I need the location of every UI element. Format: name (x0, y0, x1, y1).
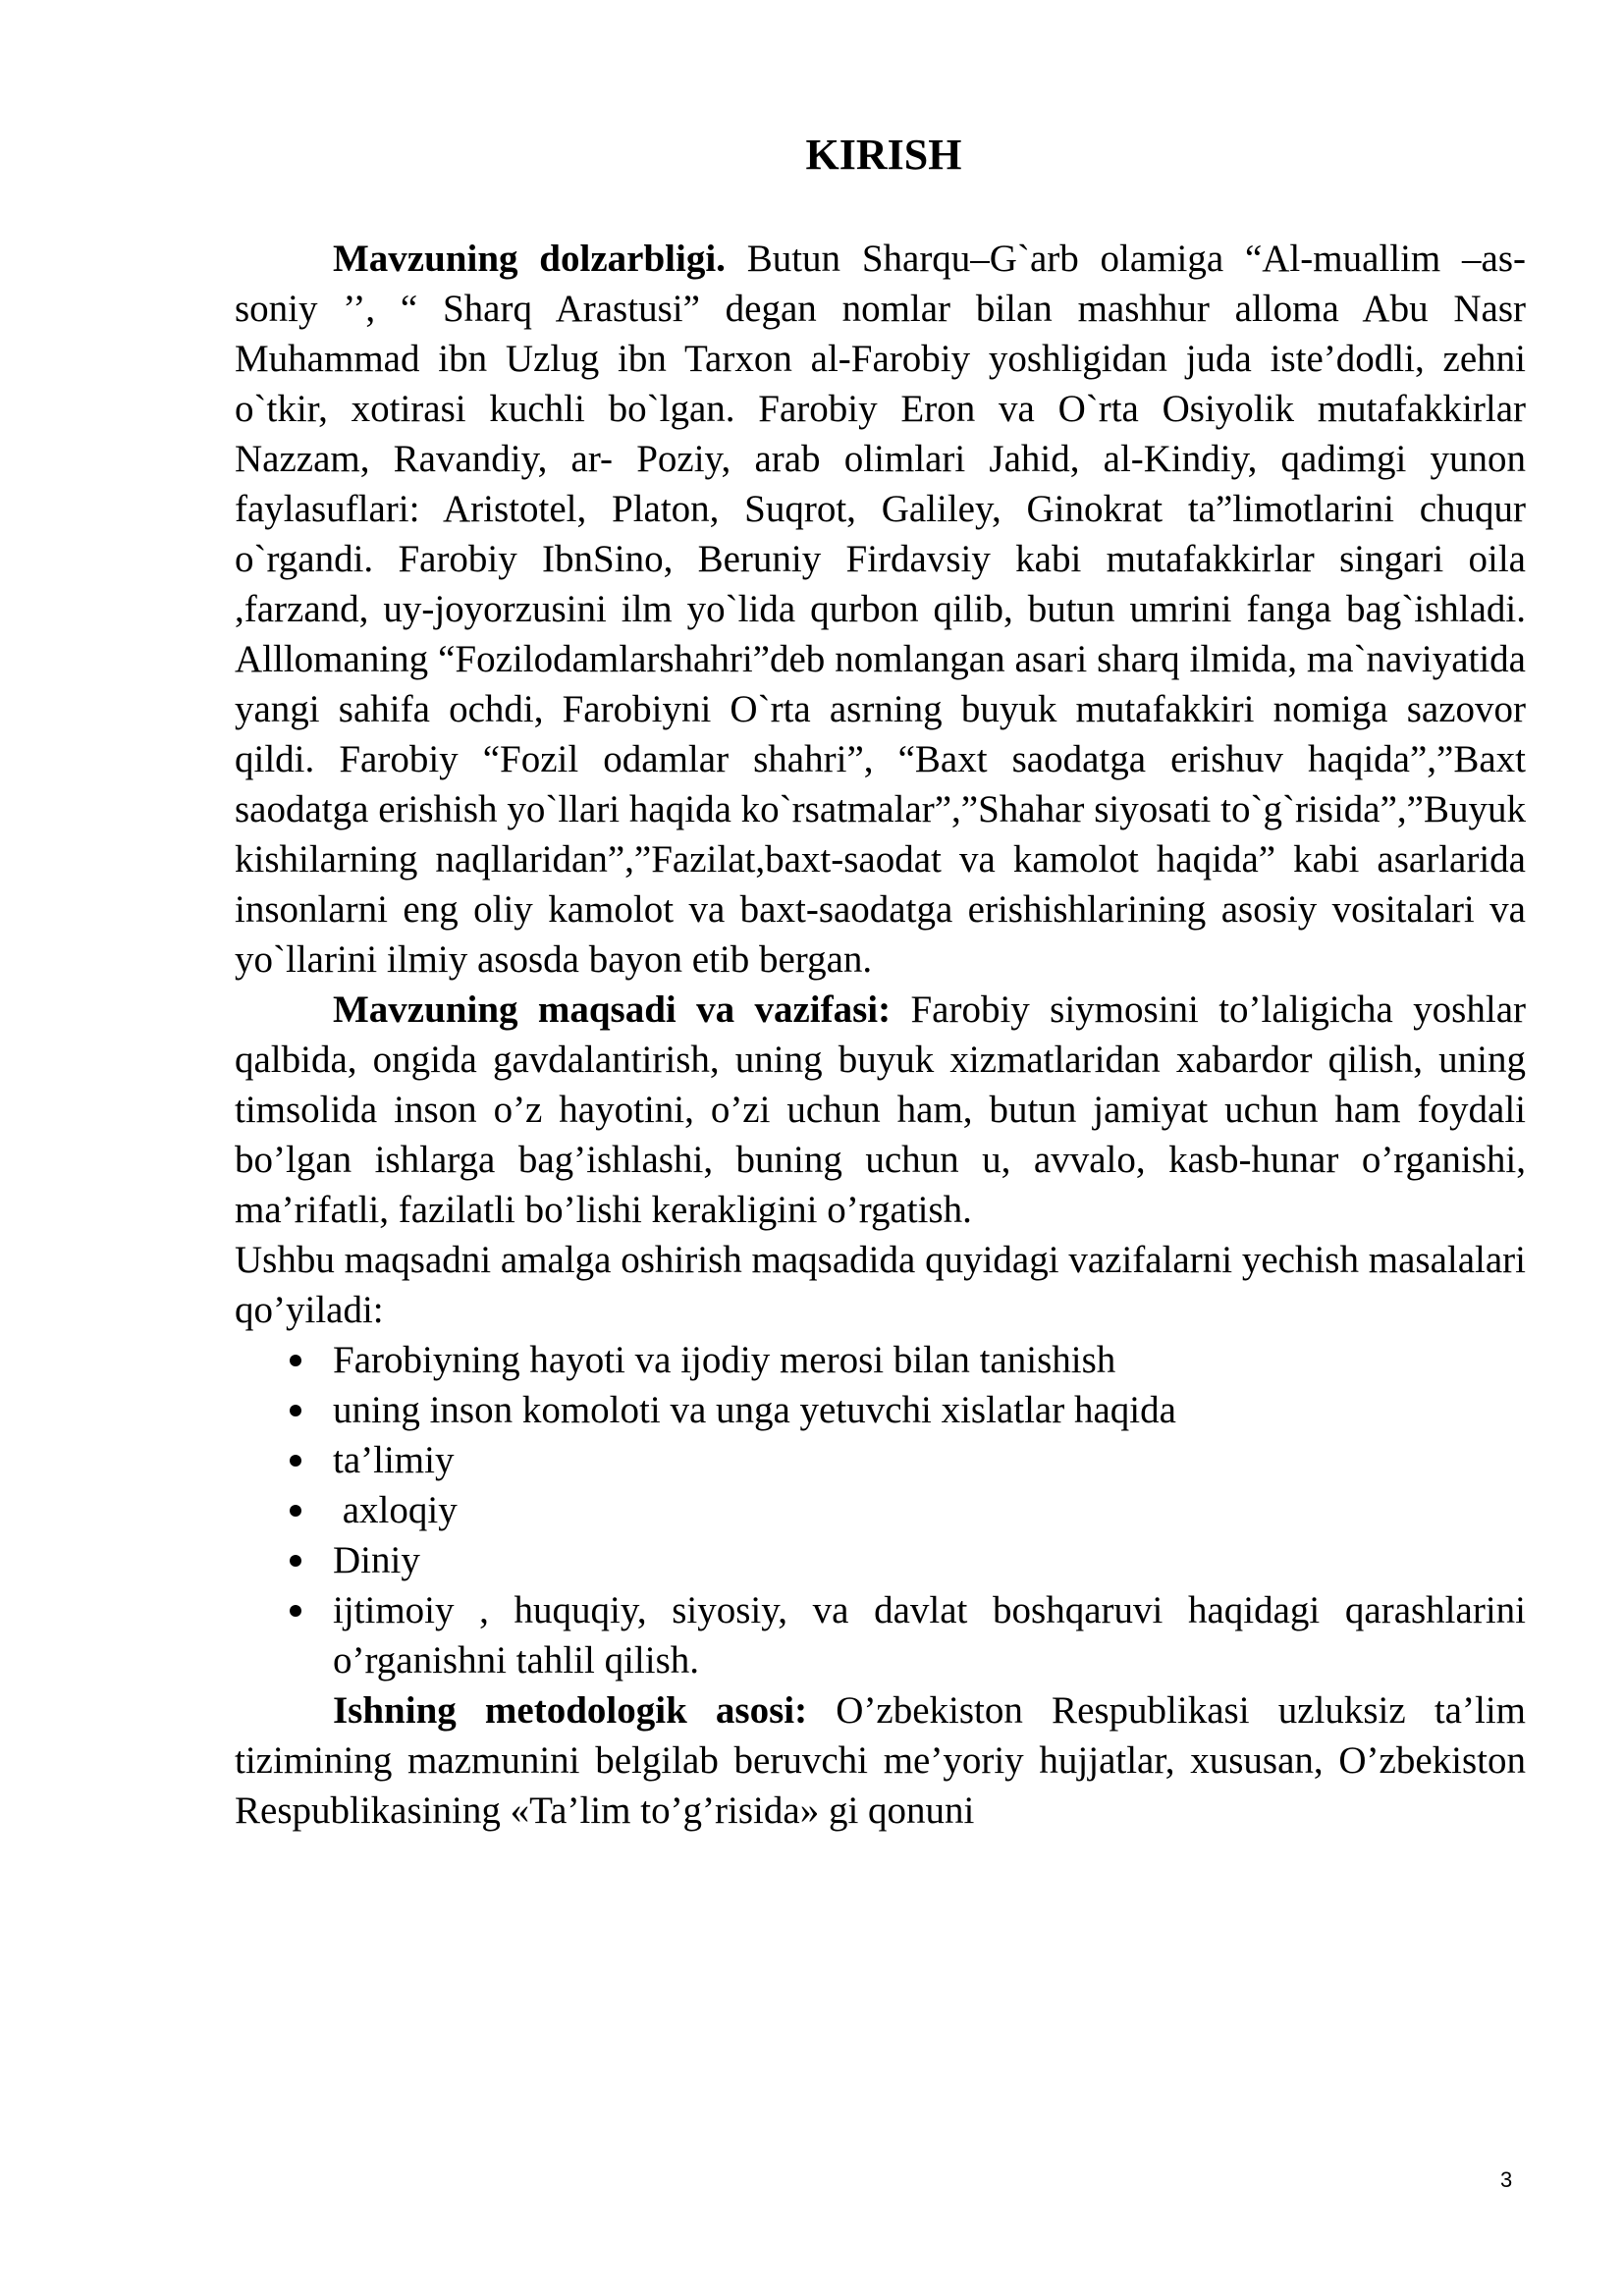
paragraph-text: Farobiy siymosini to’laligicha yoshlar qalbida, ongida gavdalantirish, uning buyuk xizmatlaridan xabardor qilish, uning timsolida inson o’z hayotini, o’zi uchun ham, butun jamiyat uchun ham foydali bo’lgan ishlarga bag’ishlashi, buning uchun u, avvalo, kasb-hunar o’rganishi, ma’rifatli, fazilatli bo’lishi kerakligini o’rgatish. (235, 988, 1526, 1231)
paragraph-goals (235, 985, 1526, 1235)
section-heading: Mavzuning dolzarbligi. (333, 238, 726, 280)
paragraph-methodology (235, 1685, 1526, 1836)
bullet-icon (290, 1355, 301, 1366)
page-title: KIRISH (805, 131, 962, 179)
bullet-icon (290, 1555, 301, 1567)
list-item: Diniy (333, 1535, 1526, 1585)
section-heading: Ishning metodologik asosi: (333, 1689, 808, 1732)
paragraph-tasks-intro: Ushbu maqsadni amalga oshirish maqsadida quyidagi vazifalarni yechish masalalari qo’yiladi: (235, 1239, 1526, 1331)
list-item: ijtimoiy , huquqiy, siyosiy, va davlat boshqaruvi haqidagi qarashlarini o’rganishni tahlil qilish. (333, 1585, 1526, 1685)
list-item: uning inson komoloti va unga yetuvchi xislatlar haqida (333, 1385, 1526, 1435)
paragraph-text: Butun Sharqu–G`arb olamiga “Al-muallim –as-soniy ’’, “ Sharq Arastusi” degan nomlar bilan mashhur alloma Abu Nasr Muhammad ibn Uzlug ibn Tarxon al-Farobiy yoshligidan juda iste’dodli, zehni o`tkir, xotirasi kuchli bo`lgan. Farobiy Eron va O`rta Osiyolik mutafakkirlar Nazzam, Ravandiy, ar- Poziy, arab olimlari Jahid, al-Kindiy, qadimgi yunon faylasuflari: Aristotel, Platon, Suqrot, Galiley, Ginokrat ta”limotlarini chuqur o`rgandi. Farobiy IbnSino, Beruniy Firdavsiy kabi mutafakkirlar singari oila ,farzand, uy-joyorzusini ilm yo`lida qurbon qilib, butun umrini fanga bag`ishladi. Alllomaning “Fozilodamlarshahri”deb nomlangan asari sharq ilmida, ma`naviyatida yangi sahifa ochdi, Farobiyni O`rta asrning buyuk mutafakkiri nomiga sazovor qildi. Farobiy “Fozil odamlar shahri”, “Baxt saodatga erishuv haqida”,”Baxt saodatga erishish yo`llari haqida ko`rsatmalar”,”Shahar siyosati to`g`risida”,”Buyuk kishilarning naqllaridan”,”Fazilat,baxt-saodat va kamolot haqida” kabi asarlarida insonlarni eng oliy kamolot va baxt-saodatga erishishlarining asosiy vositalari va yo`llarini ilmiy asosda bayon etib bergan. (235, 238, 1526, 981)
list-item: Farobiyning hayoti va ijodiy merosi bilan tanishish (333, 1335, 1526, 1385)
paragraph-text: O’zbekiston Respublikasi uzluksiz ta’lim tizimining mazmunini belgilab beruvchi me’yoriy hujjatlar, xususan, O’zbekiston Respublikasining «Ta’lim to’g’risida» gi qonuni (235, 1689, 1526, 1832)
document-body (235, 234, 1526, 1836)
bullet-icon (290, 1605, 301, 1617)
bullet-icon (290, 1405, 301, 1416)
list-item: axloqiy (333, 1485, 1526, 1535)
list-item: ta’limiy (333, 1435, 1526, 1485)
bullet-icon (290, 1505, 301, 1517)
paragraph-relevance (235, 234, 1526, 985)
page-number: 3 (1500, 2167, 1513, 2192)
section-heading: Mavzuning maqsadi va vazifasi: (333, 988, 892, 1031)
task-list (235, 1335, 1526, 1685)
bullet-icon (290, 1455, 301, 1467)
